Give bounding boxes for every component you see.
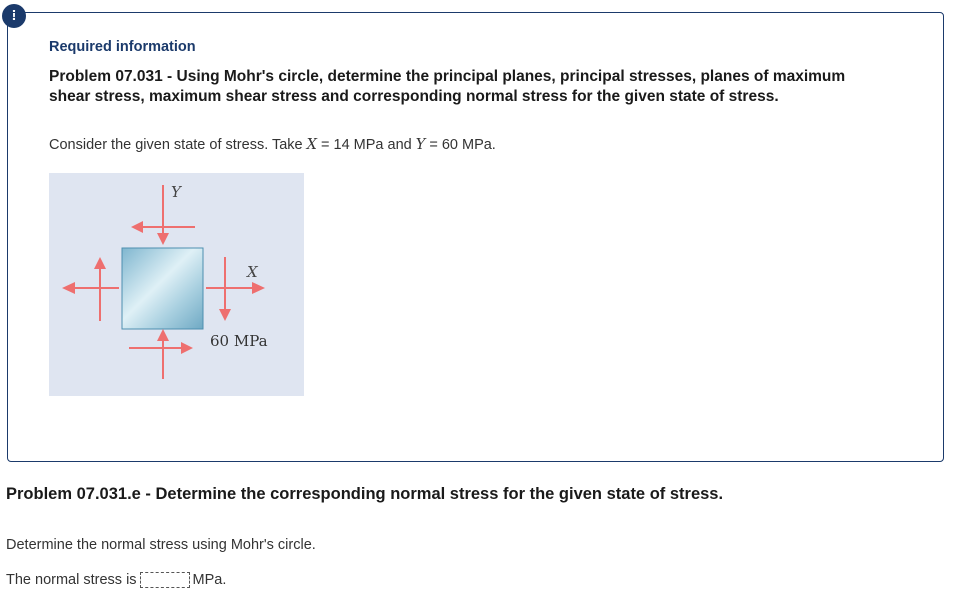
subproblem-title: Problem 07.031.e - Determine the corresponding normal stress for the given state of stress. xyxy=(6,485,724,503)
given-values-text: Consider the given state of stress. Take X = 14 MPa and Y = 60 MPa. xyxy=(49,137,496,153)
instruction-text: Determine the normal stress using Mohr's circle. xyxy=(6,537,316,553)
top-shear-arrowhead xyxy=(131,221,143,233)
problem-statement: Problem 07.031 - Using Mohr's circle, determine the principal planes, principal stresses, planes of maximum shear stress, maximum shear stress and corresponding normal stress for the given state of stress. xyxy=(49,68,846,105)
label-shear-stress: 60 MPa xyxy=(210,332,268,350)
top-normal-arrowhead xyxy=(157,233,169,245)
right-normal-arrowhead xyxy=(252,282,265,294)
normal-stress-input[interactable] xyxy=(140,572,190,588)
required-information-heading: Required information xyxy=(49,39,196,55)
label-x: X xyxy=(247,263,258,281)
left-normal-arrowhead xyxy=(62,282,75,294)
stress-element-square xyxy=(122,248,203,329)
answer-row xyxy=(6,572,226,588)
answer-prefix: The normal stress is xyxy=(6,572,137,588)
bottom-shear-arrowhead xyxy=(181,342,193,354)
label-y: Y xyxy=(171,183,181,201)
stress-element-diagram xyxy=(49,173,304,396)
bottom-normal-arrowhead xyxy=(157,329,169,341)
left-shear-arrowhead xyxy=(94,257,106,269)
stress-element-figure xyxy=(49,173,304,396)
right-shear-arrowhead xyxy=(219,309,231,321)
var-x: X xyxy=(306,137,317,153)
answer-unit: MPa. xyxy=(192,572,227,588)
alert-icon: ! xyxy=(2,4,26,28)
var-y: Y xyxy=(415,137,426,153)
